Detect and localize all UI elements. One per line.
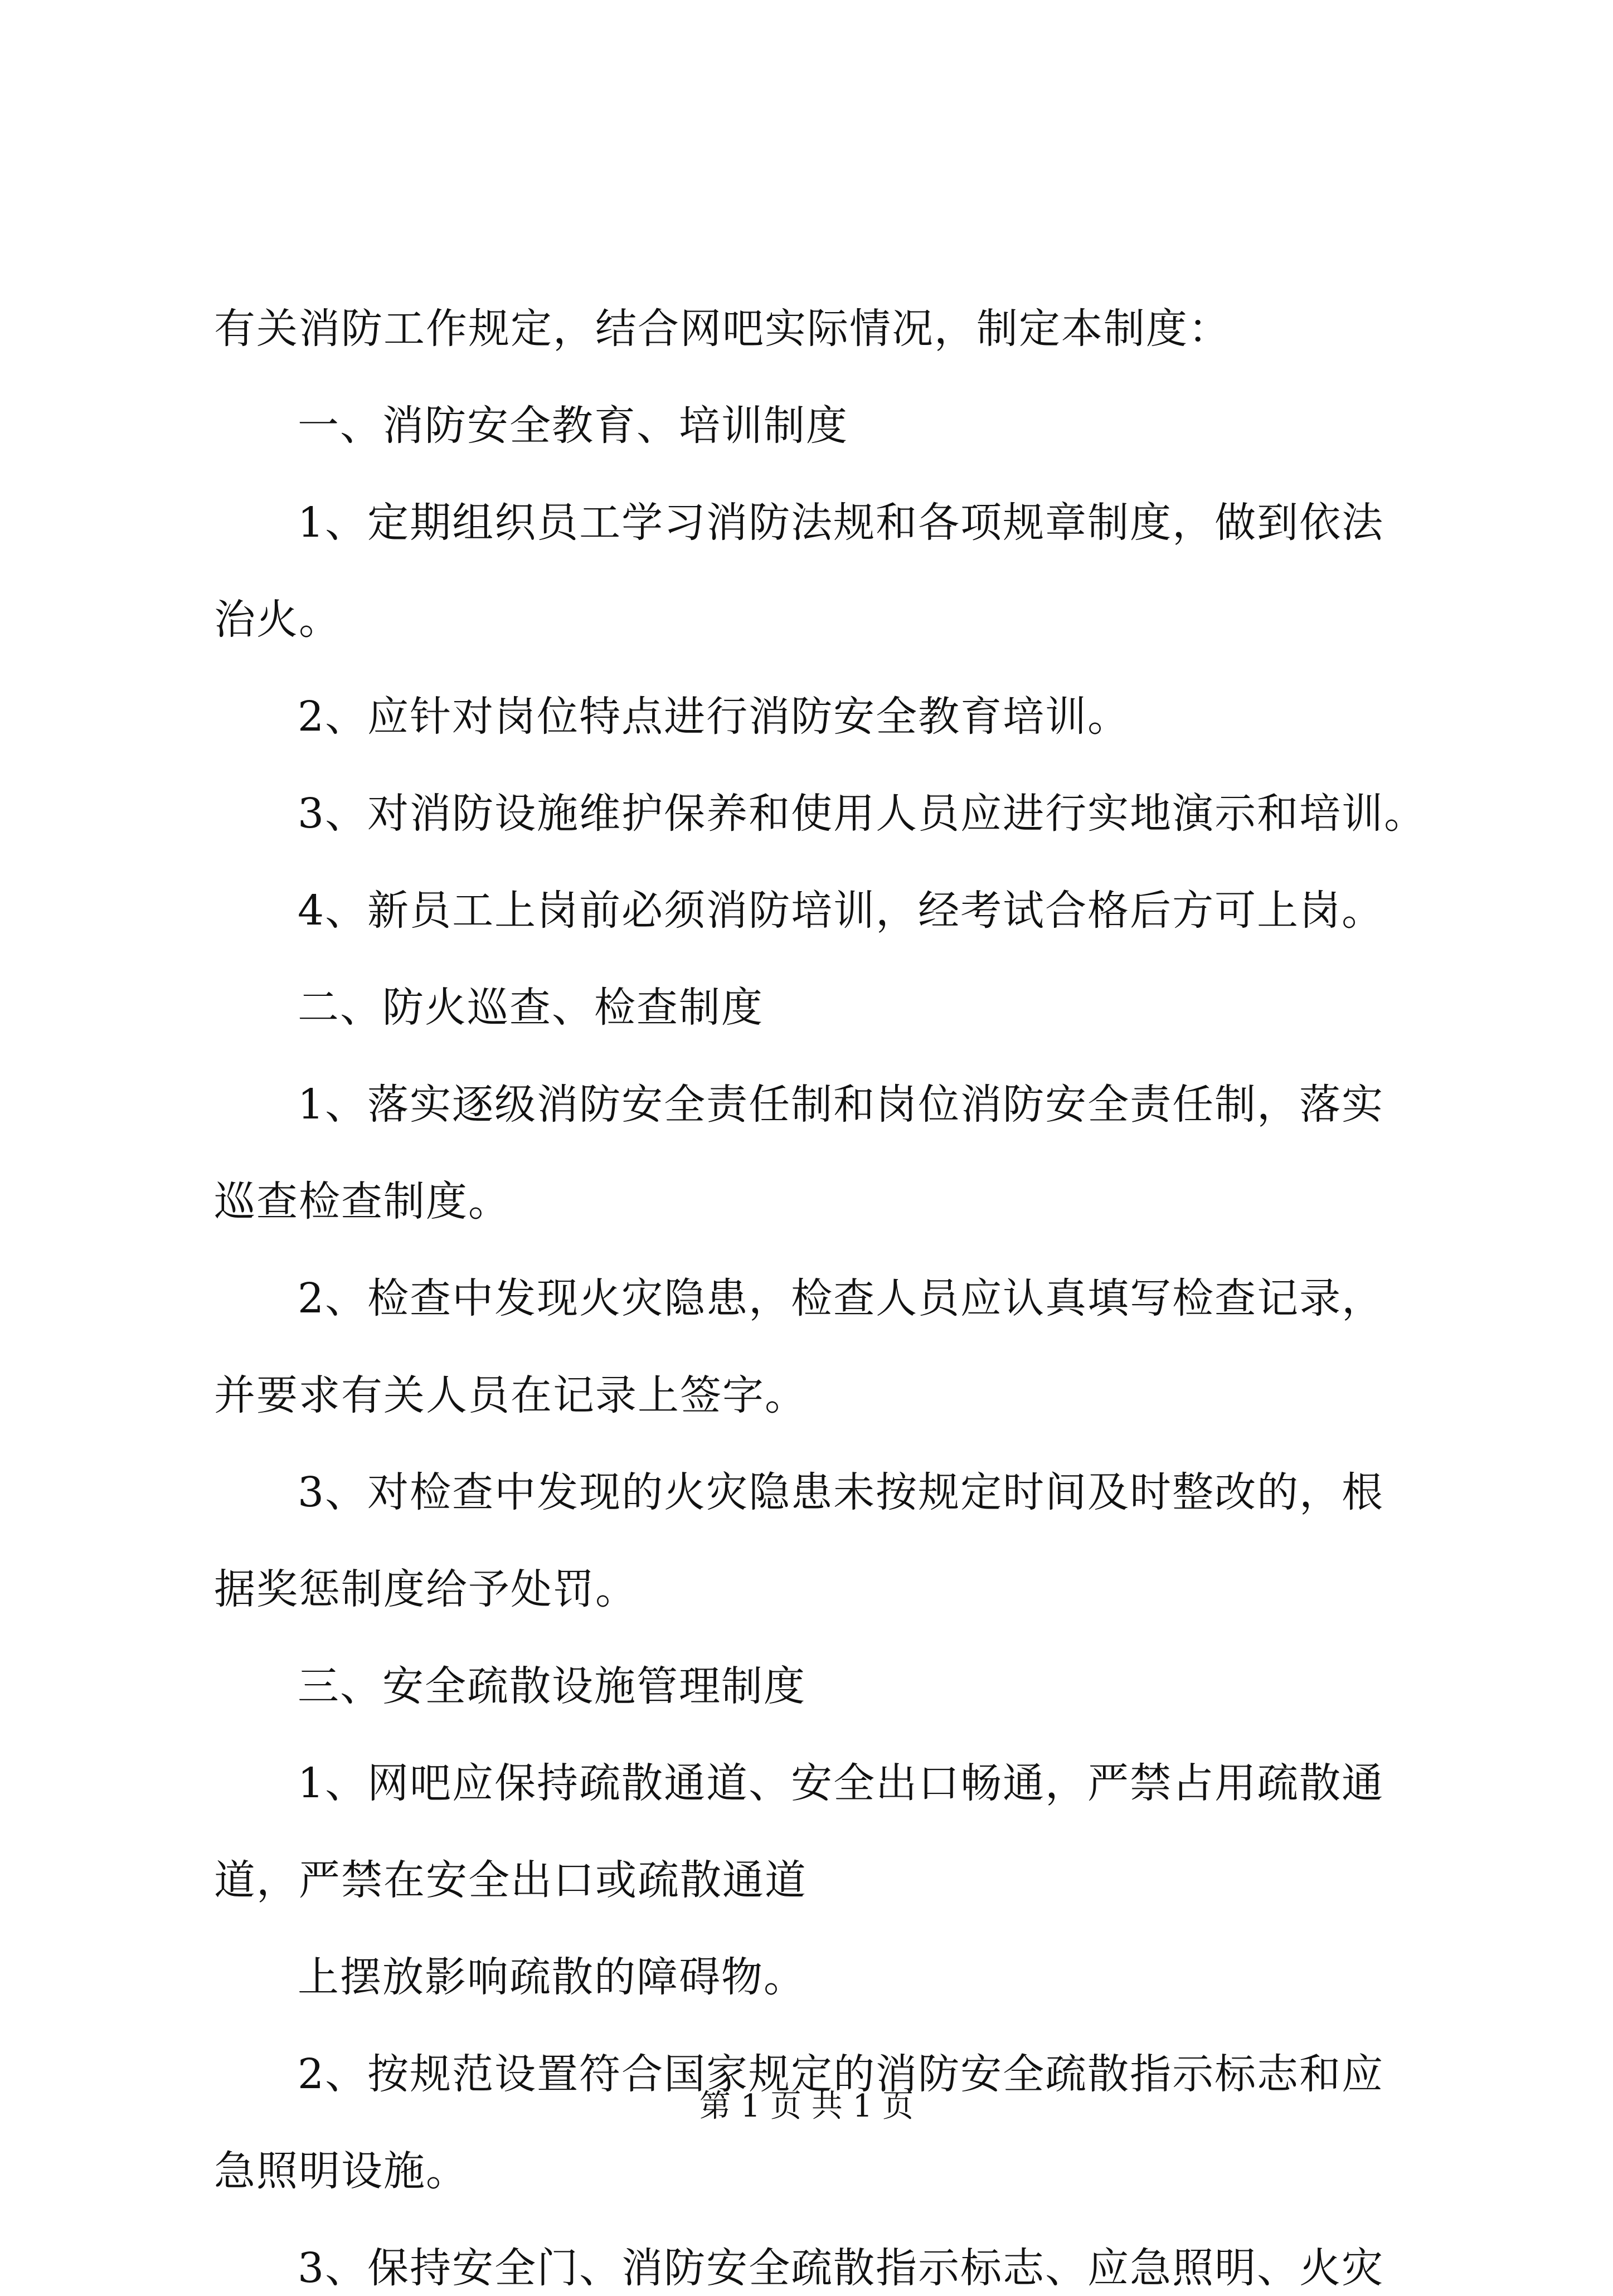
text-line-14: 据奖惩制度给予处罚。 xyxy=(214,1565,638,1613)
text-line-6: 3、对消防设施维护保养和使用人员应进行实地演示和培训。 xyxy=(298,790,1427,838)
text-line-3: 1、定期组织员工学习消防法规和各项规章制度，做到依法 xyxy=(298,499,1384,547)
text-line-16: 1、网吧应保持疏散通道、安全出口畅通，严禁占用疏散通 xyxy=(298,1759,1384,1807)
text-line-11: 2、检查中发现火灾隐患，检查人员应认真填写检查记录， xyxy=(298,1275,1384,1322)
text-line-12: 并要求有关人员在记录上签字。 xyxy=(214,1371,807,1419)
text-line-10: 巡查检查制度。 xyxy=(214,1178,511,1225)
text-line-9: 1、落实逐级消防安全责任制和岗位消防安全责任制，落实 xyxy=(298,1081,1384,1128)
text-line-13: 3、对检查中发现的火灾隐患未按规定时间及时整改的，根 xyxy=(298,1468,1384,1516)
page-footer: 第 1 页 共 1 页 xyxy=(699,2088,914,2124)
text-line-18: 上摆放影响疏散的障碍物。 xyxy=(298,1953,806,2001)
text-line-17: 道，严禁在安全出口或疏散通道 xyxy=(214,1856,807,1904)
text-line-5: 2、应针对岗位特点进行消防安全教育培训。 xyxy=(298,693,1130,741)
text-line-21: 3、保持安全门、消防安全疏散指示标志、应急照明、火灾 xyxy=(298,2244,1384,2292)
text-line-20: 急照明设施。 xyxy=(214,2147,468,2195)
text-line-19: 2、按规范设置符合国家规定的消防安全疏散指示标志和应 xyxy=(298,2050,1384,2098)
section-heading-3: 三、安全疏散设施管理制度 xyxy=(298,1662,806,1710)
text-line-7: 4、新员工上岗前必须消防培训，经考试合格后方可上岗。 xyxy=(298,887,1384,935)
section-heading-2: 二、防火巡查、检查制度 xyxy=(298,984,764,1032)
text-line-1: 有关消防工作规定，结合网吧实际情况，制定本制度： xyxy=(214,305,1231,353)
section-heading-1: 一、消防安全教育、培训制度 xyxy=(298,402,848,450)
text-line-4: 治火。 xyxy=(214,596,341,644)
